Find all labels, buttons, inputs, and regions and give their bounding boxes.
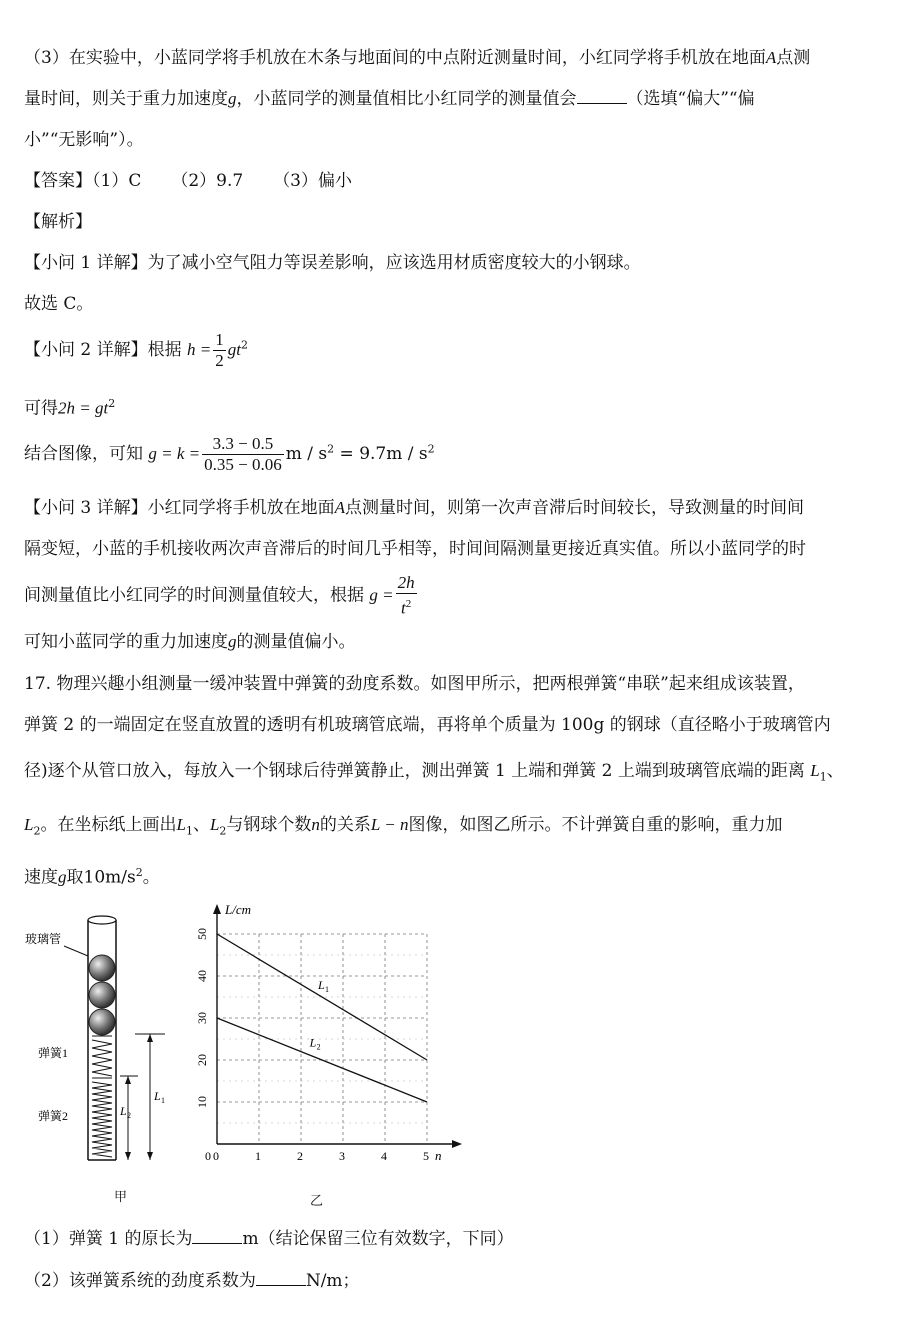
sub3-head: 【小问 3 详解】 [24,498,148,518]
figure-jia [20,910,190,1210]
x-tick-label: 0 [213,1149,219,1163]
exponent: 2 [108,397,116,410]
text: 量时间，则关于重力加速度 [24,89,228,109]
exponent: 2 [405,598,412,610]
answer-blank[interactable] [192,1229,242,1244]
var-g: g [228,89,237,108]
sub1-conclusion: 故选 C。 [24,294,94,314]
l2-sub: 2 [127,1111,131,1120]
y-axis-label: L/cm [225,902,251,917]
spring-1 [92,1040,112,1076]
eq3-lhs: g = k = [148,444,201,463]
x-tick-label: 3 [339,1149,345,1163]
sub-1: 1 [819,770,827,784]
q16-part3-line1 [24,47,810,69]
figure-yi-caption: 乙 [310,1194,324,1209]
analysis-label: 【解析】 [24,212,92,232]
steel-ball [89,955,115,981]
text: 速度 [24,867,58,888]
text: 的测量值偏小。 [236,632,356,652]
text: （3）在实验中，小蓝同学将手机放在木条与地面间的中点附近测量时间，小红同学将手机放在地面 [24,48,766,68]
y-tick-label: 10 [195,1096,209,1108]
answer-label: 【答案】 [24,171,92,191]
q16-part3-line3 [24,129,144,151]
figure-yi-chart [190,900,470,1180]
series-label-sub: 2 [316,1042,321,1052]
text: 根据 [147,340,182,360]
eq1-den: 2 [215,351,224,370]
answer-line [24,170,352,192]
y-tick-label: 30 [195,1012,209,1024]
answer-1: （1）C [92,171,142,191]
q16-part3-line2 [24,88,755,110]
tube-label: 玻璃管 [25,932,62,946]
text: m（结论保留三位有效数字，下同） [242,1229,514,1249]
answer-blank [577,89,627,104]
text: 小红同学将手机放在地面 [147,498,335,518]
q17-line4 [24,814,783,842]
text: 可知小蓝同学的重力加速度 [24,632,228,652]
text: （1）弹簧 1 的原长为 [24,1229,193,1249]
q17-line3 [24,760,844,788]
l1-label: L [154,1089,161,1103]
sub1-text: 为了减小空气阻力等误差影响，应该选用材质密度较大的小钢球。 [147,253,641,273]
x-tick-label: 1 [255,1149,261,1163]
text: （2）该弹簧系统的劲度系数为 [24,1271,256,1291]
eq3-fraction [202,434,284,475]
x-tick-label: 5 [423,1149,429,1163]
series-label-l2: L [309,1035,317,1050]
text: （选填“偏大”“偏 [626,89,755,109]
sub-2: 2 [33,824,41,838]
eq-den: t [401,598,406,618]
eq-num: 2h [397,573,415,592]
question-2 [24,1270,360,1292]
var-l: L [176,815,186,834]
tube-mouth [88,916,116,924]
var-g: g [228,632,237,651]
text: 与钢球个数 [226,815,312,835]
y-axis-arrow-icon [213,904,221,914]
sub3-line4 [24,631,356,653]
g-value: 10m/s [83,867,136,888]
sub3-line1 [24,497,804,519]
eq3-unit: m / s [285,444,328,464]
point-a: A [765,48,777,67]
eq-lhs: g = [369,585,394,605]
x-axis-label: n [435,1148,442,1163]
sub3-line2: 隔变短，小蓝的手机接收两次声音滞后的时间几乎相等，时间间隔测量更接近真实值。所以小蓝同学的时 [24,539,806,559]
sub-1: 1 [185,824,193,838]
eq1-fraction [213,330,226,371]
point-a: A [334,498,346,517]
series-label-sub: 1 [325,985,329,994]
text: 结合图像，可知 [24,444,143,464]
x-tick-label: 2 [297,1149,303,1163]
spring1-label: 弹簧1 [38,1046,69,1060]
text: ，小蓝同学的测量值相比小红同学的测量值会 [236,89,577,109]
text: 图像，如图乙所示。不计弹簧自重的影响，重力加 [408,815,783,835]
steel-ball [89,982,115,1008]
arrow-down-icon [125,1152,131,1160]
y-tick-label: 50 [195,928,209,940]
x-axis-arrow-icon [452,1140,462,1148]
sub-2: 2 [219,824,227,838]
text: 。在坐标纸上画出 [40,815,177,835]
exponent: 2 [427,442,435,456]
eq2: 2h = gt [58,398,109,418]
l-n: L − n [370,815,409,834]
var-l: L [810,761,820,780]
text: 点测 [776,48,811,68]
sub1-line [24,252,641,274]
eq3-den: 0.35 − 0.06 [204,455,282,474]
arrow-up-icon [125,1076,131,1084]
steel-ball [89,1009,115,1035]
sub3-line3 [24,573,419,619]
origin-label: 0 [205,1149,211,1163]
text: N/m； [305,1271,360,1291]
spring2-label: 弹簧2 [38,1109,69,1123]
text: 小”“无影响”）。 [24,130,144,150]
sub2-derive [24,393,115,420]
var-g: g [58,867,67,887]
sub2-line [24,330,248,371]
x-tick-label: 4 [381,1149,387,1163]
exponent: 2 [135,866,143,879]
var-l: L [24,815,34,834]
figure-jia-caption: 甲 [114,1190,128,1205]
l1-sub: 1 [161,1096,165,1105]
sep: 、 [826,761,844,781]
text: 。 [142,867,160,888]
q17-line1: 17. 物理兴趣小组测量一缓冲装置中弹簧的劲度系数。如图甲所示，把两根弹簧“串联”起来组成该装置， [24,674,805,694]
y-tick-label: 20 [195,1054,209,1066]
answer-2: （2）9.7 [171,171,244,191]
exponent: 2 [327,442,335,456]
sub1-head: 【小问 1 详解】 [24,253,148,273]
q17-line2: 弹簧 2 的一端固定在竖直放置的透明有机玻璃管底端，再将单个质量为 100g 的钢球（直径略小于玻璃管内 [24,715,831,735]
text: 可得 [24,398,58,419]
text: 径)逐个从管口放入，每放入一个钢球后待弹簧静止，测出弹簧 1 上端和弹簧 2 上端到玻璃管底端的距离 [24,761,805,781]
arrow-down-icon [147,1152,153,1160]
sub2-head: 【小问 2 详解】 [24,340,148,360]
eq1-rhs: gt [227,340,241,359]
text: 点测量时间，则第一次声音滞后时间较长，导致测量的时间间 [345,498,805,518]
y-tick-label: 40 [195,970,209,982]
eq3-num: 3.3 − 0.5 [202,434,284,455]
eq1-lhs: h = [187,340,212,359]
sub2-graph [24,434,435,475]
text: 间测量值比小红同学的时间测量值较大，根据 [24,585,364,606]
eq1-num: 1 [215,330,224,349]
eq-fraction [396,573,417,619]
var-l: L [209,815,220,834]
spring-2 [92,1082,112,1157]
question-1 [24,1228,514,1250]
answer-blank[interactable] [256,1271,306,1286]
tube-leader [64,946,88,956]
q17-line5 [24,862,160,889]
text: 取 [66,867,84,888]
series-label-l1: L [318,978,325,992]
l2-label: L [120,1104,127,1118]
sep: 、 [192,815,210,835]
answer-3: （3）偏小 [273,171,353,191]
text: 的关系 [319,815,371,835]
arrow-up-icon [147,1034,153,1042]
exponent: 2 [241,338,248,352]
eq3-result: = 9.7m / s [339,444,428,464]
var-n: n [311,815,320,834]
